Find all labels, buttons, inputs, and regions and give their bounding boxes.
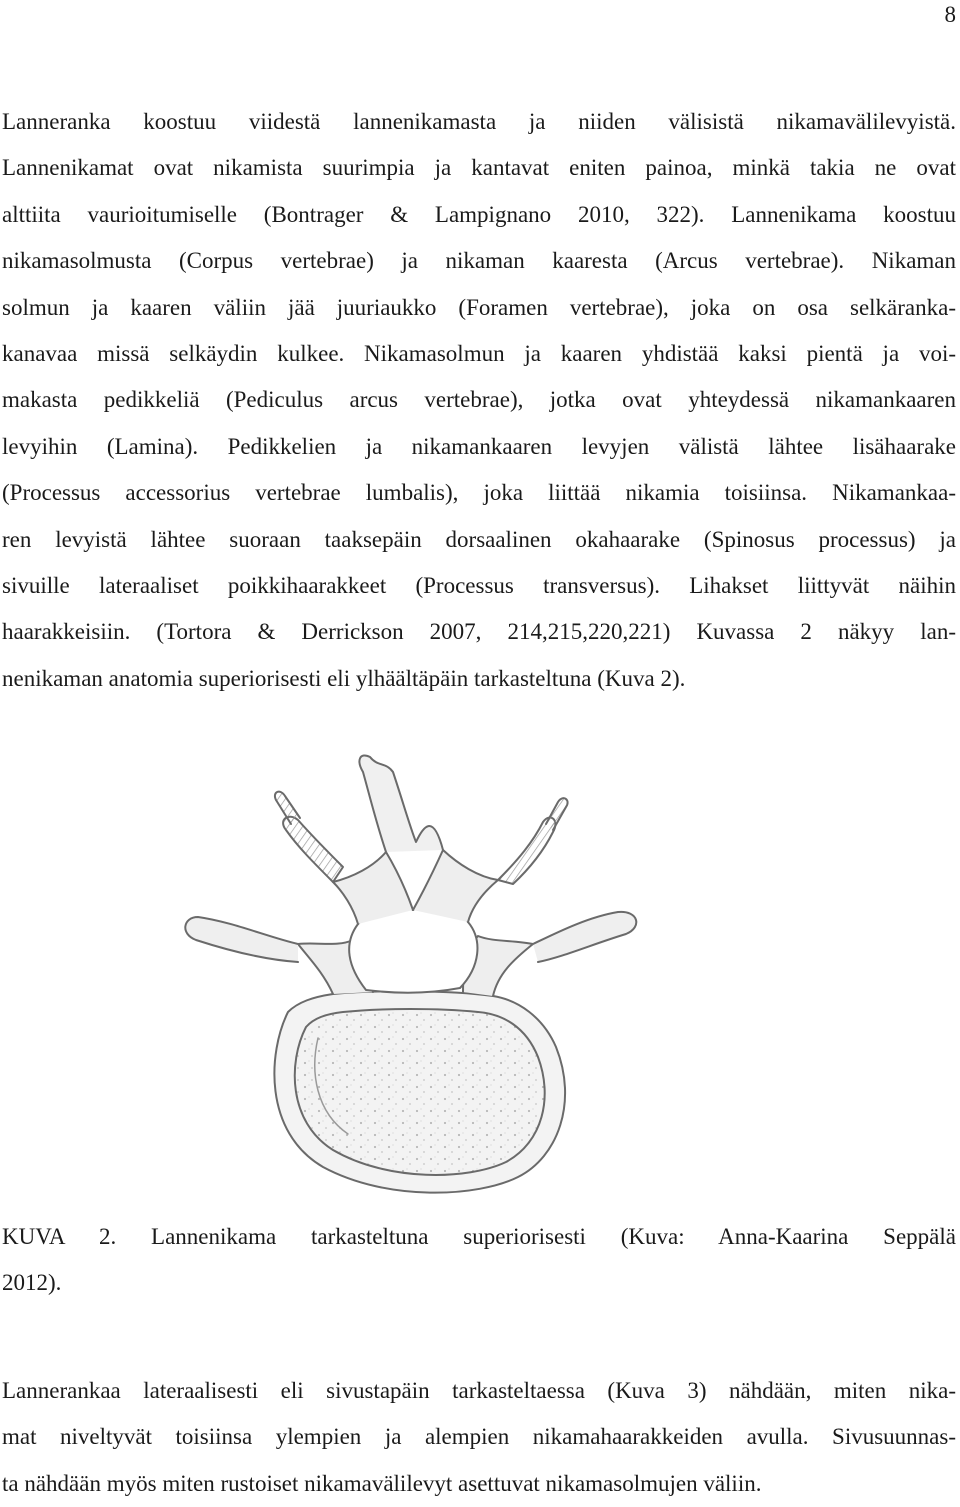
text-line: makasta pedikkeliä (Pediculus arcus vertebrae), jotka ovat yhteydessä nikamankaaren (2, 387, 956, 413)
caption-line: 2012). (2, 1270, 62, 1296)
caption-line: KUVA 2. Lannenikama tarkasteltuna superiorisesti (Kuva: Anna-Kaarina Seppälä (2, 1224, 956, 1249)
page-number: 8 (944, 2, 956, 27)
text-line: Lannerankaa lateraalisesti eli sivustapäin tarkasteltaessa (Kuva 3) nähdään, miten nika- (2, 1378, 956, 1403)
text-line: levyihin (Lamina). Pedikkelien ja nikamankaaren levyjen välistä lähtee lisähaarake (2, 433, 956, 459)
body-paragraph-1 (2, 99, 956, 702)
body-paragraph-2 (2, 1368, 956, 1507)
text-line: alttiita vaurioitumiselle (Bontrager & Lampignano 2010, 322). Lannenikama koostuu (2, 201, 956, 227)
figure-caption (2, 1214, 956, 1307)
text-line: nenikaman anatomia superiorisesti eli ylhäältäpäin tarkasteltuna (Kuva 2). (2, 665, 686, 691)
text-line: ren levyistä lähtee suoraan taaksepäin dorsaalinen okahaarake (Spinosus processus) ja (2, 526, 956, 552)
text-line: mat niveltyvät toisiinsa ylempien ja alempien nikamahaarakkeiden avulla. Sivusuunnas- (2, 1424, 956, 1450)
spinous-process (359, 755, 443, 852)
text-line: Lannenikamat ovat nikamista suurimpia ja kantavat eniten painoa, minkä takia ne ovat (2, 155, 956, 181)
lumbar-vertebra-illustration (148, 712, 773, 1205)
text-line: (Processus accessorius vertebrae lumbalis), joka liittää nikamia toisiinsa. Nikamankaa- (2, 480, 956, 506)
transverse-process-left (185, 917, 298, 962)
text-line: haarakkeisiin. (Tortora & Derrickson 2007, 214,215,220,221) Kuvassa 2 näkyy lan- (2, 619, 956, 645)
text-line: sivuille lateraaliset poikkihaarakkeet (Processus transversus). Lihakset liittyvät näihin (2, 573, 956, 599)
vertebra-drawing (148, 712, 773, 1205)
vertebral-body-inner-rim (295, 1009, 545, 1175)
transverse-process-right (533, 912, 636, 962)
text-line: ta nähdään myös miten rustoiset nikamavälilevyt asettuvat nikamasolmujen väliin. (2, 1470, 762, 1496)
superior-articular-process-left (283, 817, 343, 882)
superior-articular-process-right (498, 817, 555, 884)
text-line: solmun ja kaaren väliin jää juuriaukko (Foramen vertebrae), joka on osa selkäranka- (2, 294, 956, 320)
text-line: nikamasolmusta (Corpus vertebrae) ja nikaman kaaresta (Arcus vertebrae). Nikaman (2, 248, 956, 274)
text-line: Lanneranka koostuu viidestä lannenikamasta ja niiden välisistä nikamavälilevyistä. (2, 109, 956, 134)
text-line: kanavaa missä selkäydin kulkee. Nikamasolmun ja kaaren yhdistää kaksi pientä ja voi- (2, 341, 956, 367)
